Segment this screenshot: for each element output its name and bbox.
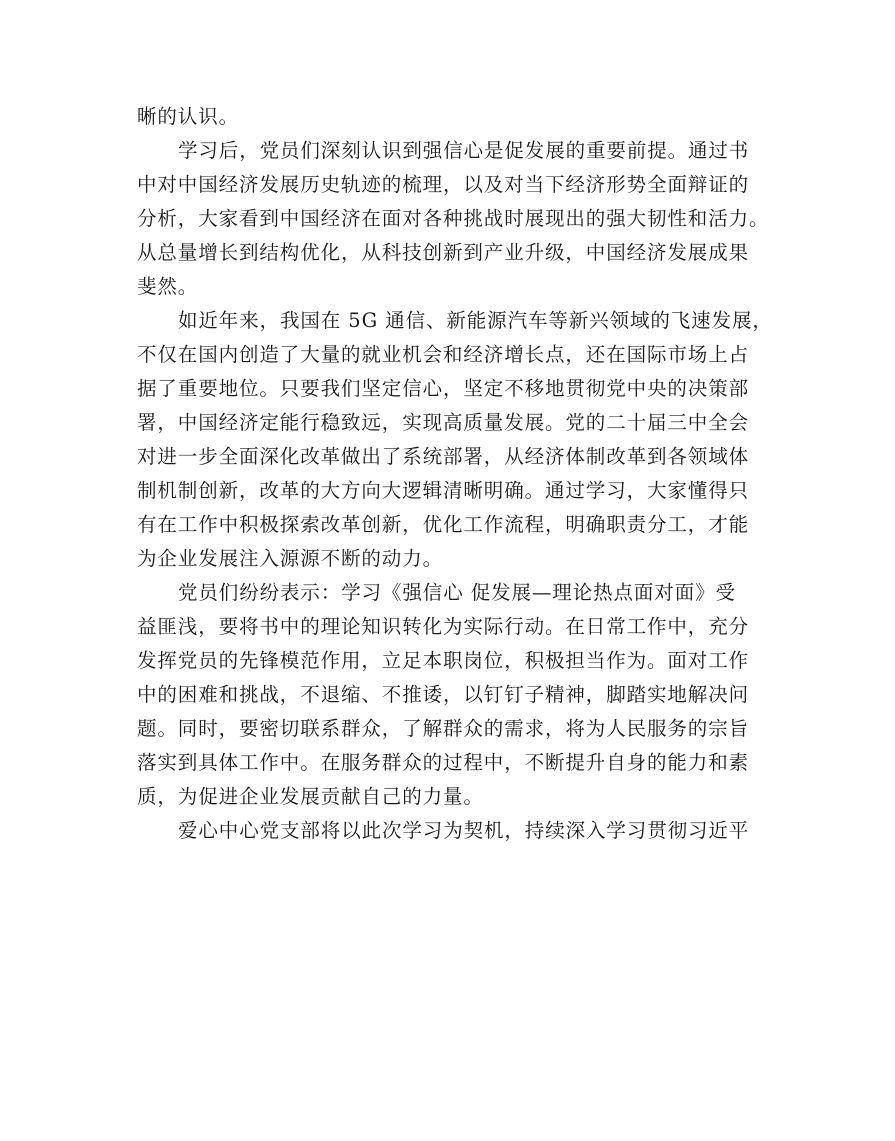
text-line: 制机制创新，改革的大方向大逻辑清晰明确。通过学习，大家懂得只 (137, 479, 750, 502)
text-line: 党员们纷纷表示：学习《强信心 促发展—理论热点面对面》受 (178, 581, 736, 604)
text-line: 爱心中心党支部将以此次学习为契机，持续深入学习贯彻习近平 (178, 819, 750, 842)
text-line: 署，中国经济定能行稳致远，实现高质量发展。党的二十届三中全会 (137, 411, 750, 434)
text-line: 发挥党员的先锋模范作用，立足本职岗位，积极担当作为。面对工作 (137, 649, 750, 672)
text-line: 中对中国经济发展历史轨迹的梳理，以及对当下经济形势全面辩证的 (137, 173, 750, 196)
text-line: 题。同时，要密切联系群众，了解群众的需求，将为人民服务的宗旨 (137, 717, 750, 740)
text-line: 有在工作中积极探索改革创新，优化工作流程，明确职责分工，才能 (137, 513, 750, 536)
text-line: 为企业发展注入源源不断的动力。 (137, 547, 444, 570)
text-line: 落实到具体工作中。在服务群众的过程中，不断提升自身的能力和素 (137, 751, 750, 774)
text-line: 对进一步全面深化改革做出了系统部署，从经济体制改革到各领域体 (137, 445, 750, 468)
text-line: 中的困难和挑战，不退缩、不推诿，以钉钉子精神，脚踏实地解决问 (137, 683, 750, 706)
text-line: 晰的认识。 (137, 105, 240, 128)
text-line: 如近年来，我国在 5G 通信、新能源汽车等新兴领域的飞速发展， (178, 309, 773, 332)
text-line: 学习后，党员们深刻认识到强信心是促发展的重要前提。通过书 (178, 139, 750, 162)
text-line: 质，为促进企业发展贡献自己的力量。 (137, 785, 484, 808)
text-line: 益匪浅，要将书中的理论知识转化为实际行动。在日常工作中，充分 (137, 615, 750, 638)
text-line: 斐然。 (137, 275, 199, 298)
text-line: 从总量增长到结构优化，从科技创新到产业升级，中国经济发展成果 (137, 241, 750, 264)
text-line: 分析，大家看到中国经济在面对各种挑战时展现出的强大韧性和活力。 (137, 207, 770, 230)
text-line: 不仅在国内创造了大量的就业机会和经济增长点，还在国际市场上占 (137, 343, 750, 366)
text-line: 据了重要地位。只要我们坚定信心，坚定不移地贯彻党中央的决策部 (137, 377, 750, 400)
body-text (137, 100, 773, 848)
